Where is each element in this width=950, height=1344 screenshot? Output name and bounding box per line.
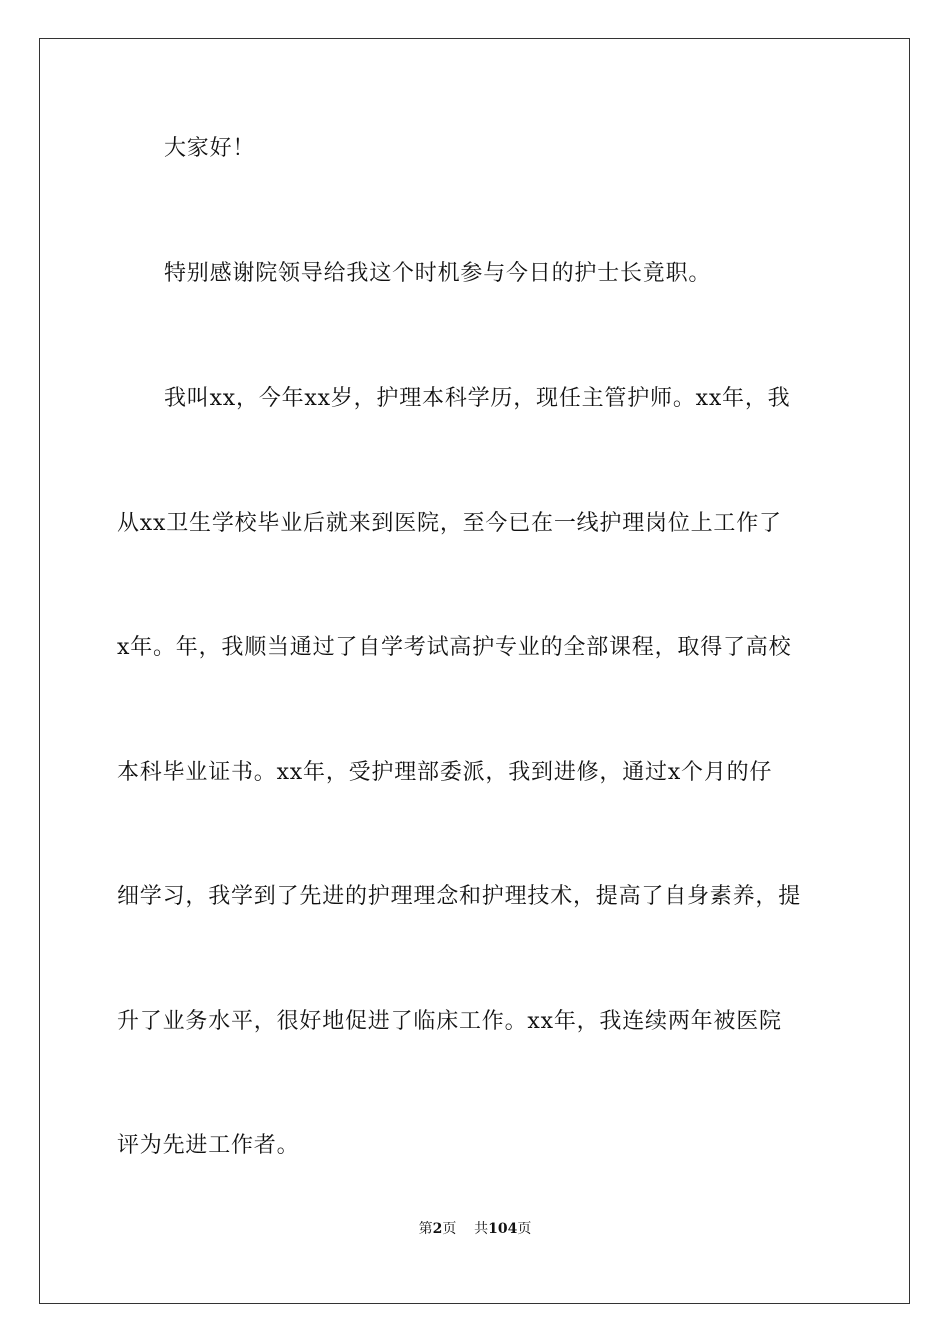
footer-page-suffix: 页 <box>442 1221 457 1237</box>
paragraph-line-7: 升了业务水平，很好地促进了临床工作。xx年，我连续两年被医院 <box>117 1009 782 1034</box>
paragraph-line-2: 我叫xx，今年xx岁，护理本科学历，现任主管护师。xx年，我 <box>164 386 791 411</box>
paragraph-line-3: 从xx卫生学校毕业后就来到医院，至今已在一线护理岗位上工作了 <box>117 511 782 536</box>
paragraph-line-4: x年。年，我顺当通过了自学考试高护专业的全部课程，取得了高校 <box>117 635 792 660</box>
paragraph-line-1: 特别感谢院领导给我这个时机参与今日的护士长竟职。 <box>164 261 712 286</box>
page-border <box>39 38 910 1304</box>
footer-total-prefix: 共 <box>474 1221 489 1237</box>
footer-page-number: 2 <box>432 1221 443 1237</box>
paragraph-line-8: 评为先进工作者。 <box>117 1133 300 1158</box>
greeting-line: 大家好！ <box>164 136 256 161</box>
page-footer <box>0 1220 950 1238</box>
paragraph-line-5: 本科毕业证书。xx年，受护理部委派，我到进修，通过x个月的仔 <box>117 760 773 785</box>
footer-total-pages: 104 <box>488 1221 518 1237</box>
paragraph-line-6: 细学习，我学到了先进的护理理念和护理技术，提高了自身素养，提 <box>117 884 802 909</box>
footer-total-suffix: 页 <box>517 1221 532 1237</box>
footer-page-prefix: 第 <box>418 1221 433 1237</box>
